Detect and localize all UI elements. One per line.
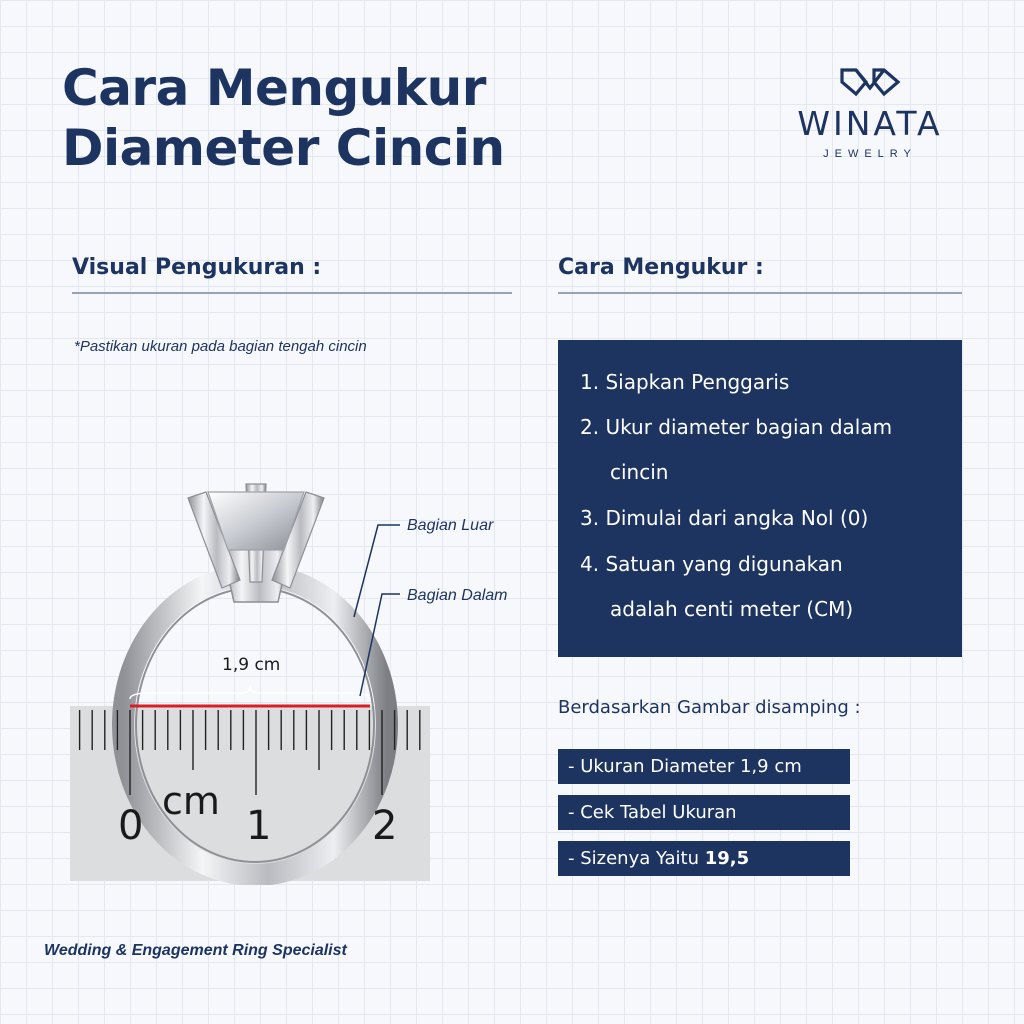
result-diameter-text: - Ukuran Diameter 1,9 cm <box>568 756 802 777</box>
step-4: 4. Satuan yang digunakan <box>580 552 843 576</box>
measurement-note: *Pastikan ukuran pada bagian tengah cincin <box>74 338 367 355</box>
brand-name: WINATA <box>797 104 943 143</box>
measure-value: 1,9 cm <box>222 655 281 675</box>
ring-measurement-illustration <box>70 470 530 885</box>
step-2-cont: cincin <box>610 460 669 484</box>
ruler-number-1: 1 <box>246 803 272 849</box>
result-size <box>558 841 850 876</box>
diamond-logo-icon <box>780 62 960 102</box>
title-line-1: Cara Mengukur <box>62 59 486 117</box>
label-outer: Bagian Luar <box>407 517 494 534</box>
measurement-brace <box>130 686 370 699</box>
based-on-label: Berdasarkan Gambar disamping : <box>558 697 861 718</box>
result-diameter <box>558 749 850 784</box>
brand-subtitle: JEWELRY <box>823 148 917 160</box>
ruler-unit: cm <box>162 779 220 823</box>
visual-heading: Visual Pengukuran : <box>72 255 322 280</box>
step-3: 3. Dimulai dari angka Nol (0) <box>580 506 869 530</box>
step-2: 2. Ukur diameter bagian dalam <box>580 415 893 439</box>
title-line-2: Diameter Cincin <box>62 119 505 177</box>
result-check-table <box>558 795 850 830</box>
footer-tagline: Wedding & Engagement Ring Specialist <box>44 942 347 959</box>
label-inner: Bagian Dalam <box>407 587 508 604</box>
ruler-number-0: 0 <box>118 803 144 849</box>
ruler-number-2: 2 <box>372 803 398 849</box>
steps-heading-divider <box>558 292 962 294</box>
page-title <box>62 58 505 178</box>
steps-heading: Cara Mengukur : <box>558 255 764 280</box>
result-check-table-text: - Cek Tabel Ukuran <box>568 802 737 823</box>
steps-panel <box>558 340 962 657</box>
result-size-text: - Sizenya Yaitu <box>568 848 705 869</box>
outer-callout-line <box>354 525 400 617</box>
brand-logo <box>780 62 960 172</box>
step-4-cont: adalah centi meter (CM) <box>610 597 854 621</box>
step-1: 1. Siapkan Penggaris <box>580 370 790 394</box>
result-size-value: 19,5 <box>704 848 750 869</box>
visual-heading-divider <box>72 292 512 294</box>
